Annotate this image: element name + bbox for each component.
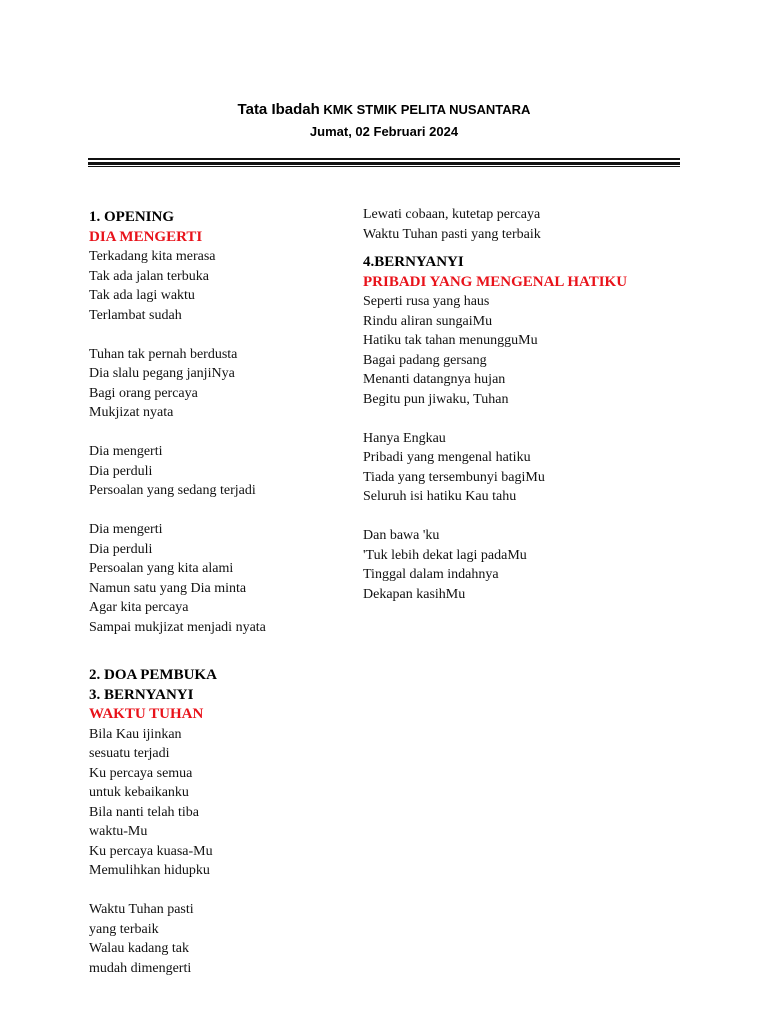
song-title-dia-mengerti: DIA MENGERTI bbox=[89, 228, 203, 245]
lyric-line: Ku percaya semua bbox=[89, 765, 193, 781]
lyrics-stanza bbox=[363, 292, 663, 409]
lyrics-stanza bbox=[89, 725, 349, 881]
document-title bbox=[0, 100, 768, 120]
lyric-line: Seperti rusa yang haus bbox=[363, 294, 490, 309]
lyrics-stanza bbox=[363, 429, 663, 507]
lyric-line: Persoalan yang sedang terjadi bbox=[89, 483, 256, 498]
header-divider-top bbox=[88, 158, 680, 160]
section-heading-opening: 1. OPENING bbox=[89, 209, 175, 225]
title-organization: KMK STMIK PELITA NUSANTARA bbox=[323, 102, 531, 117]
lyrics-stanza bbox=[89, 900, 349, 978]
lyric-line: Tiada yang tersembunyi bagiMu bbox=[363, 469, 545, 485]
lyric-line: Lewati cobaan, kutetap percaya bbox=[363, 207, 541, 222]
lyric-line: Memulihkan hidupku bbox=[89, 863, 210, 878]
lyric-line: Bagai padang gersang bbox=[363, 352, 487, 368]
section-heading-bernyanyi-4: 4.BERNYANYI bbox=[363, 254, 464, 270]
lyric-line: Begitu pun jiwaku, Tuhan bbox=[363, 391, 509, 407]
lyric-line: Dia perduli bbox=[89, 541, 153, 557]
lyric-line: Menanti datangnya hujan bbox=[363, 372, 506, 387]
lyric-line: Pribadi yang mengenal hatiku bbox=[363, 450, 531, 465]
lyric-line: Bagi orang percaya bbox=[89, 385, 198, 401]
song-title-pribadi-yang-mengenal-hatiku: PRIBADI YANG MENGENAL HATIKU bbox=[363, 273, 628, 290]
lyric-line: Waktu Tuhan pasti bbox=[89, 902, 194, 917]
lyrics-stanza bbox=[89, 442, 349, 501]
lyric-line: waktu-Mu bbox=[89, 824, 148, 839]
lyric-line: Agar kita percaya bbox=[89, 600, 189, 615]
lyric-line: Seluruh isi hatiku Kau tahu bbox=[363, 489, 517, 504]
lyric-line: Mukjizat nyata bbox=[89, 405, 174, 420]
header-divider-bottom bbox=[88, 166, 680, 167]
document-date: Jumat, 02 Februari 2024 bbox=[309, 124, 459, 139]
title-main: Tata Ibadah bbox=[237, 101, 320, 118]
lyric-line: Hatiku tak tahan menungguMu bbox=[363, 333, 538, 348]
lyric-line: Terlambat sudah bbox=[89, 307, 182, 323]
lyric-line: Dekapan kasihMu bbox=[363, 586, 466, 602]
lyric-line: Terkadang kita merasa bbox=[89, 249, 216, 264]
lyric-line: Hanya Engkau bbox=[363, 430, 446, 446]
lyric-line: yang terbaik bbox=[89, 921, 159, 937]
lyric-line: Tak ada lagi waktu bbox=[89, 288, 195, 303]
lyric-line: Dia mengerti bbox=[89, 444, 163, 459]
lyrics-stanza bbox=[89, 520, 349, 637]
lyric-line: Walau kadang tak bbox=[89, 941, 189, 956]
lyric-line: Tinggal dalam indahnya bbox=[363, 567, 499, 582]
song-title-waktu-tuhan: WAKTU TUHAN bbox=[89, 706, 204, 722]
lyric-line: Ku percaya kuasa-Mu bbox=[89, 843, 213, 859]
lyric-line: Dia slalu pegang janjiNya bbox=[89, 366, 235, 381]
lyric-line: Sampai mukjizat menjadi nyata bbox=[89, 619, 266, 635]
lyric-line: Waktu Tuhan pasti yang terbaik bbox=[363, 226, 541, 242]
lyric-line: Dan bawa 'ku bbox=[363, 528, 440, 543]
lyric-line: Bila Kau ijinkan bbox=[89, 726, 182, 742]
lyrics-stanza bbox=[89, 247, 349, 325]
document-header bbox=[0, 100, 768, 144]
header-divider-middle bbox=[88, 162, 680, 165]
lyric-line: Rindu aliran sungaiMu bbox=[363, 313, 493, 329]
lyric-line: Namun satu yang Dia minta bbox=[89, 580, 247, 596]
lyric-line: Dia perduli bbox=[89, 463, 153, 479]
section-heading-bernyanyi-3: 3. BERNYANYI bbox=[89, 686, 194, 703]
section-heading-doa-pembuka: 2. DOA PEMBUKA bbox=[89, 667, 217, 683]
lyrics-stanza bbox=[363, 526, 663, 604]
left-column bbox=[89, 208, 349, 978]
lyric-line: untuk kebaikanku bbox=[89, 785, 189, 800]
lyric-line: Tak ada jalan terbuka bbox=[89, 268, 209, 284]
lyric-line: Bila nanti telah tiba bbox=[89, 804, 200, 820]
lyric-line: mudah dimengerti bbox=[89, 960, 192, 976]
lyric-line: Persoalan yang kita alami bbox=[89, 561, 234, 576]
lyric-line: 'Tuk lebih dekat lagi padaMu bbox=[363, 547, 527, 563]
lyrics-stanza bbox=[89, 345, 349, 423]
lyric-line: Dia mengerti bbox=[89, 522, 163, 537]
lyrics-stanza-continued bbox=[363, 205, 663, 244]
lyric-line: Tuhan tak pernah berdusta bbox=[89, 346, 238, 362]
right-column bbox=[363, 205, 663, 604]
lyric-line: sesuatu terjadi bbox=[89, 746, 170, 761]
